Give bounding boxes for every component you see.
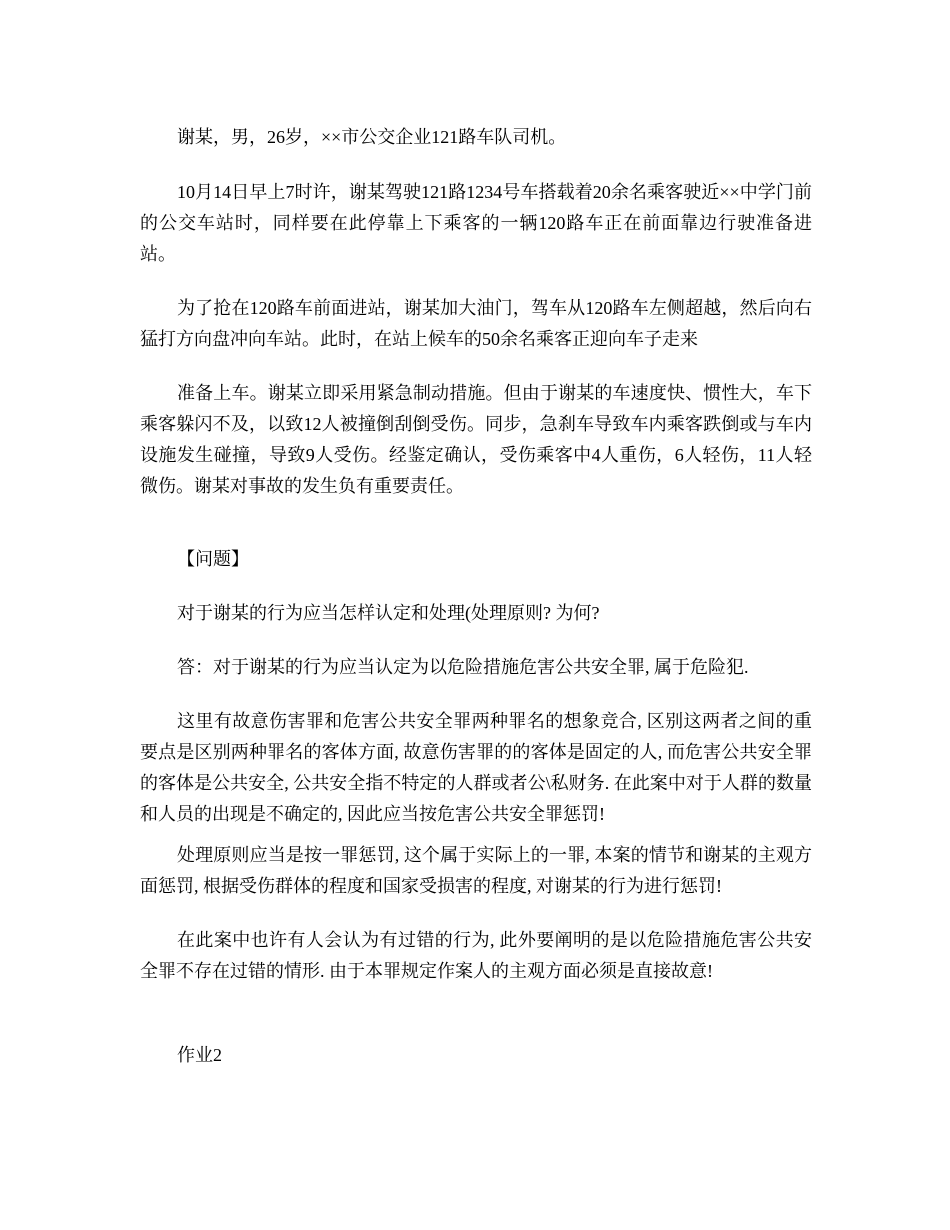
paragraph-question-heading: 【问题】 (177, 549, 249, 569)
paragraph-answer: 答：对于谢某的行为应当认定为以危险措施危害公共安全罪, 属于危险犯. (177, 657, 749, 677)
paragraph-case-subject: 谢某，男，26岁，××市公交企业121路车队司机。 (177, 127, 567, 147)
paragraph-analysis: 这里有故意伤害罪和危害公共安全罪两种罪名的想象竞合, 区别这两者之间的重要点是区别两种罪名的客体方面, 故意伤害罪的的客体是固定的人, 而危害公共安全罪的客体是公共安全, 公共安全指不特定的人群或者公\私财务. 在此案中对于人群的数量和人员的出现是不确定的, 因此应当按危害公共安全罪惩罚! (140, 711, 812, 824)
paragraph-overtaking: 为了抢在120路车前面进站，谢某加大油门，驾车从120路车左侧超越，然后向右猛打方向盘冲向车站。此时，在站上候车的50余名乘客正迎向车子走来 (140, 298, 812, 349)
paragraph-principle: 处理原则应当是按一罪惩罚, 这个属于实际上的一罪, 本案的情节和谢某的主观方面惩罚, 根据受伤群体的程度和国家受损害的程度, 对谢某的行为进行惩罚! (140, 845, 812, 896)
paragraph-injuries: 准备上车。谢某立即采用紧急制动措施。但由于谢某的车速度快、惯性大，车下乘客躲闪不及，以致12人被撞倒刮倒受伤。同步，急刹车导致车内乘客跌倒或与车内设施发生碰撞，导致9人受伤。经鉴定确认，受伤乘客中4人重伤，6人轻伤，11人轻微伤。谢某对事故的发生负有重要责任。 (140, 383, 812, 496)
paragraph-homework-heading: 作业2 (177, 1045, 222, 1065)
paragraph-case-background: 10月14日早上7时许，谢某驾驶121路1234号车搭载着20余名乘客驶近××中学门前的公交车站时，同样要在此停靠上下乘客的一辆120路车正在前面靠边行驶准备进站。 (140, 182, 812, 264)
paragraph-intent: 在此案中也许有人会认为有过错的行为, 此外要阐明的是以危险措施危害公共安全罪不存在过错的情形. 由于本罪规定作案人的主观方面必须是直接故意! (140, 930, 812, 981)
paragraph-question: 对于谢某的行为应当怎样认定和处理(处理原则? 为何? (177, 603, 600, 623)
